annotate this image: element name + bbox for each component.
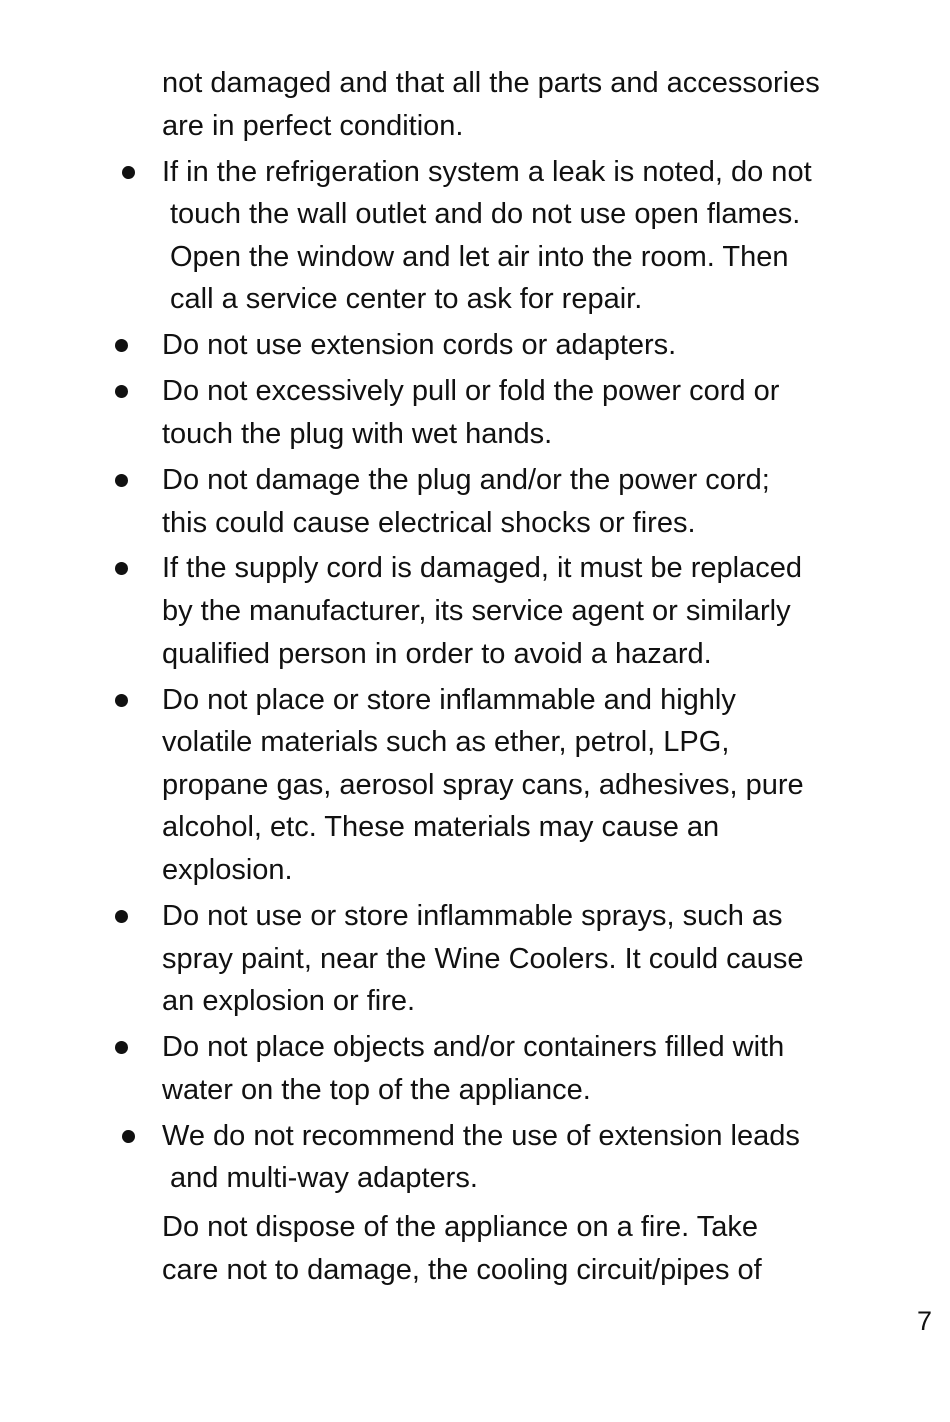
text-line [0,62,950,105]
line-text: Do not damage the plug and/or the power cord; [162,463,770,496]
text-line [0,849,950,892]
line-text: If in the refrigeration system a leak is noted, do not [162,155,812,188]
bullet-icon [115,1041,128,1054]
line-text: If the supply cord is damaged, it must be replaced [162,552,802,585]
text-line [0,278,950,321]
list-item [0,547,950,590]
list-item [0,895,950,938]
text-line [0,502,950,545]
line-text: care not to damage, the cooling circuit/pipes of [162,1253,762,1286]
line-text: are in perfect condition. [162,109,464,142]
line-text: spray paint, near the Wine Coolers. It could cause [162,942,804,975]
text-line [0,590,950,633]
text-line [0,193,950,236]
text-line [0,1069,950,1112]
line-text: this could cause electrical shocks or fires. [162,506,696,539]
line-text: volatile materials such as ether, petrol, LPG, [162,726,730,759]
line-text: by the manufacturer, its service agent or similarly [162,595,791,628]
text-line [0,105,950,148]
line-text: alcohol, etc. These materials may cause an [162,811,720,844]
text-line [0,1157,950,1200]
line-text: call a service center to ask for repair. [170,283,643,316]
text-line [0,764,950,807]
bullet-icon [115,385,128,398]
text-line [0,413,950,456]
list-item [0,459,950,502]
list-item [0,324,950,367]
list-item [0,151,950,194]
bullet-icon [115,910,128,923]
bullet-icon [115,339,128,352]
line-text: qualified person in order to avoid a hazard. [162,637,712,670]
line-text: Do not dispose of the appliance on a fire. Take [162,1210,758,1243]
line-text: Do not excessively pull or fold the power cord or [162,375,780,408]
text-line [0,938,950,981]
line-text: touch the plug with wet hands. [162,417,553,450]
text-line [0,806,950,849]
line-text: not damaged and that all the parts and accessories [162,67,820,99]
line-text: Do not use or store inflammable sprays, such as [162,900,783,933]
line-text: explosion. [162,854,293,887]
text-line [0,980,950,1023]
line-text: water on the top of the appliance. [162,1073,591,1106]
text-line [0,633,950,676]
line-text: We do not recommend the use of extension leads [162,1119,800,1152]
line-text: and multi-way adapters. [170,1162,478,1195]
line-text: Do not place objects and/or containers filled with [162,1031,785,1064]
page-number: 7 [916,1306,932,1336]
bullet-icon [115,562,128,575]
line-text: propane gas, aerosol spray cans, adhesives, pure [162,768,804,801]
bullet-icon [115,474,128,487]
text-line [0,236,950,279]
list-item [0,1026,950,1069]
list-item [0,1115,950,1158]
text-line [0,1249,950,1292]
line-text: touch the wall outlet and do not use open flames. [170,198,801,231]
line-text: Do not place or store inflammable and highly [162,683,736,716]
text-line [0,721,950,764]
bullet-icon [115,694,128,707]
list-item [0,370,950,413]
line-text: an explosion or fire. [162,985,416,1018]
line-text: Open the window and let air into the room. Then [170,240,789,273]
list-item [0,679,950,722]
bullet-icon [122,166,135,179]
text-line [0,1206,950,1249]
line-text: Do not use extension cords or adapters. [162,329,677,362]
bullet-icon [122,1130,135,1143]
warning-list [0,62,950,1291]
